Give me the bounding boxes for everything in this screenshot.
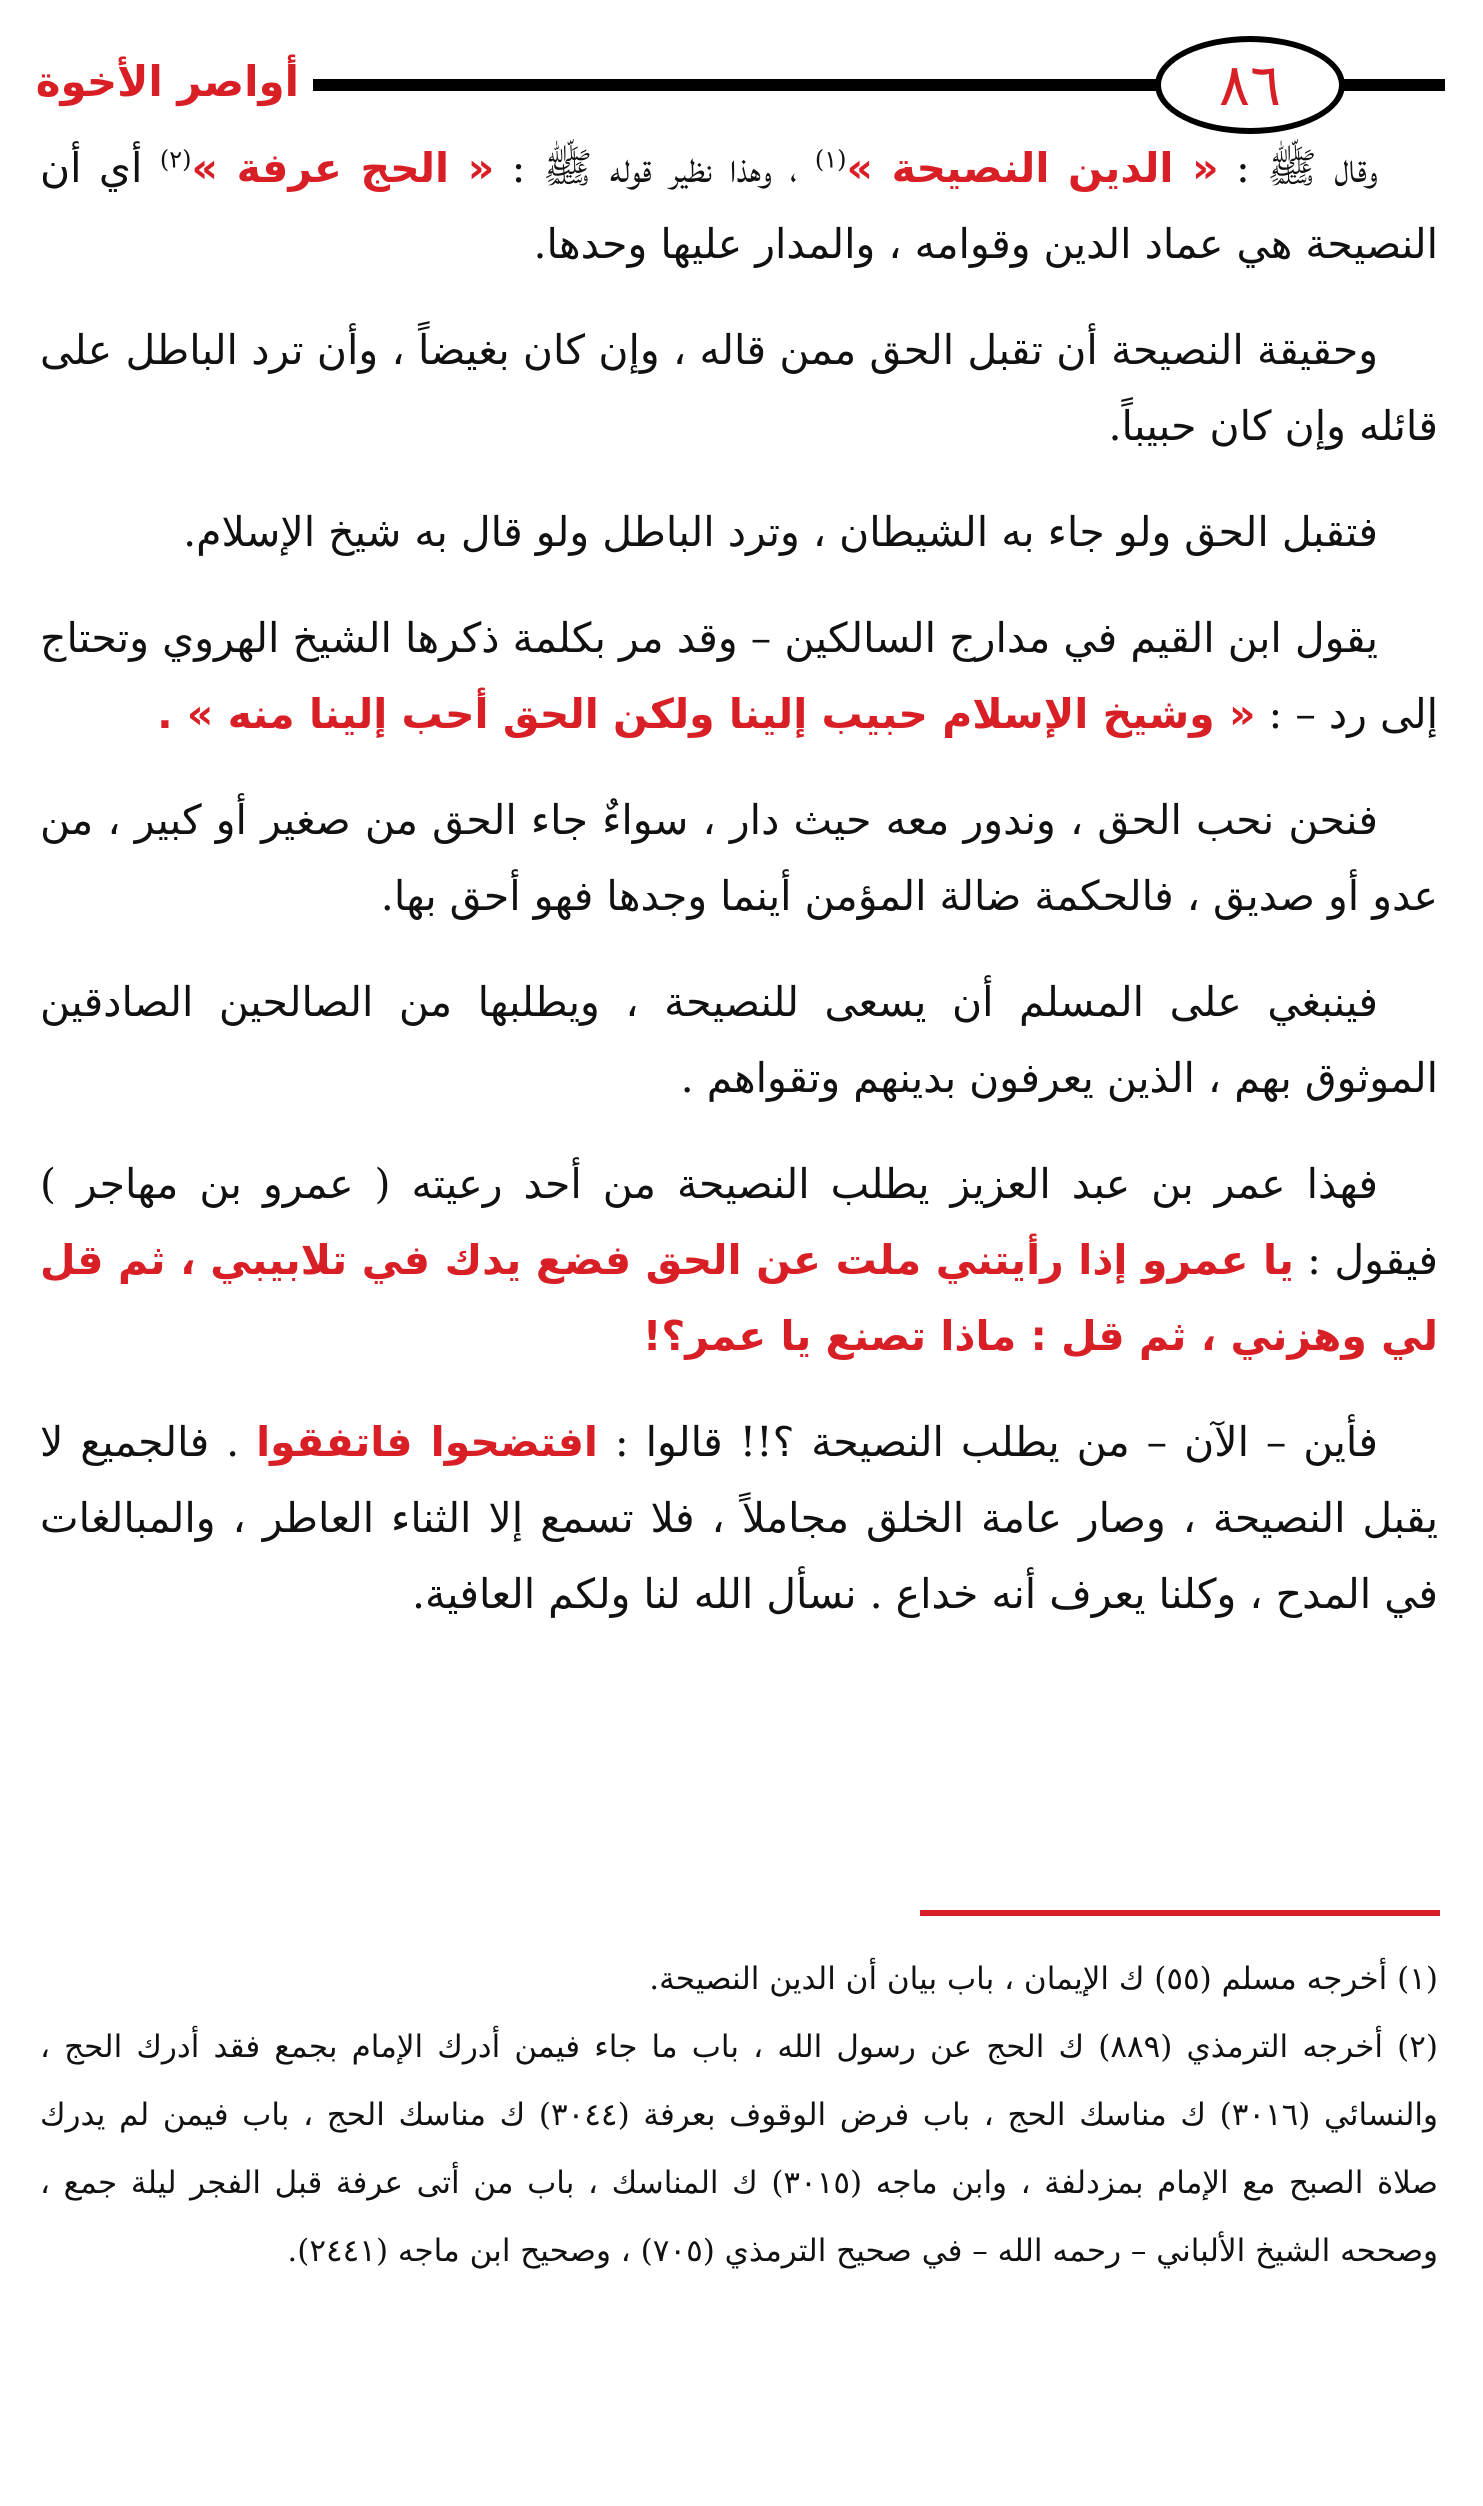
paragraph: [40, 1404, 1438, 1632]
quote-highlight: « وشيخ الإسلام حبيب إلينا ولكن الحق أحب إلينا منه » .: [157, 690, 1256, 738]
text-segment: فتقبل الحق ولو جاء به الشيطان ، وترد الباطل ولو قال به شيخ الإسلام.: [183, 508, 1378, 556]
footnotes: [40, 1945, 1438, 2285]
paragraph: [40, 600, 1438, 752]
text-segment: فهذا عمر بن عبد العزيز يطلب النصيحة من أحد رعيته ( عمرو بن مهاجر ) فيقول :: [40, 1160, 1439, 1284]
paragraph: [40, 494, 1438, 570]
text-segment: ، وهذا نظير قوله ﷺ :: [494, 144, 815, 192]
body-text: [40, 130, 1438, 1662]
paragraph: [40, 782, 1438, 934]
footnote-ref: (٢): [159, 145, 192, 174]
page-number: ٨٦: [1218, 51, 1282, 119]
quote-highlight: افتضحوا فاتفقوا: [256, 1418, 598, 1466]
hadith-quote: « الحج عرفة »: [191, 144, 495, 192]
text-segment: فينبغي على المسلم أن يسعى للنصيحة ، ويطلبها من الصالحين الصادقين الموثوق بهم ، الذين يعرفون بدينهم وتقواهم .: [40, 978, 1438, 1102]
paragraph: [40, 130, 1438, 282]
footnote-divider: [920, 1910, 1440, 1916]
page-number-oval: [1155, 36, 1345, 134]
text-segment: يقول ابن القيم في مدارج السالكين – وقد مر بكلمة ذكرها الشيخ الهروي وتحتاج إلى رد – :: [40, 614, 1438, 738]
text-segment: فأين – الآن – من يطلب النصيحة ؟!! قالوا :: [597, 1418, 1378, 1466]
text-segment: أي أن النصيحة هي عماد الدين وقوامه ، والمدار عليها وحدها.: [40, 144, 1438, 268]
paragraph: [40, 964, 1438, 1116]
footnote: (١) أخرجه مسلم (٥٥) ك الإيمان ، باب بيان أن الدين النصيحة.: [649, 1961, 1438, 1997]
paragraph: [40, 1146, 1438, 1374]
book-title: أواصر الأخوة: [30, 42, 313, 122]
text-segment: فنحن نحب الحق ، وندور معه حيث دار ، سواءٌ جاء الحق من صغير أو كبير ، من عدو أو صديق ، فالحكمة ضالة المؤمن أينما وجدها فهو أحق بها.: [40, 796, 1438, 920]
footnote: (٢) أخرجه الترمذي (٨٨٩) ك الحج عن رسول الله ، باب ما جاء فيمن أدرك الإمام بجمع فقد أدرك الحج ، والنسائي (٣٠١٦) ك مناسك الحج ، باب فرض الوقوف بعرفة (٣٠٤٤) ك مناسك الحج ، باب فيمن لم يدرك صلاة الصبح مع الإمام بمزدلفة ، وابن ماجه (٣٠١٥) ك المناسك ، باب من أتى عرفة قبل الفجر ليلة جمع ، وصححه الشيخ الألباني – رحمه الله – في صحيح الترمذي (٧٠٥) ، وصحيح ابن ماجه (٢٤٤١).: [40, 2029, 1439, 2269]
hadith-quote: « الدين النصيحة »: [846, 144, 1219, 192]
footnote-ref: (١): [814, 145, 847, 174]
text-segment: . فالجميع لا يقبل النصيحة ، وصار عامة الخلق مجاملاً ، فلا تسمع إلا الثناء العاطر ، والمبالغات في المدح ، وكلنا يعرف أنه خداع . نسأل الله لنا ولكم العافية.: [40, 1418, 1438, 1618]
quote-highlight: يا عمرو إذا رأيتني ملت عن الحق فضع يدك في تلابيبي ، ثم قل لي وهزني ، ثم قل : ماذا تصنع يا عمر؟!: [40, 1236, 1438, 1360]
text-segment: وحقيقة النصيحة أن تقبل الحق ممن قاله ، وإن كان بغيضاً ، وأن ترد الباطل على قائله وإن كان حبيباً.: [40, 326, 1438, 450]
paragraph: [40, 312, 1438, 464]
text-segment: وقال ﷺ :: [1218, 144, 1379, 192]
